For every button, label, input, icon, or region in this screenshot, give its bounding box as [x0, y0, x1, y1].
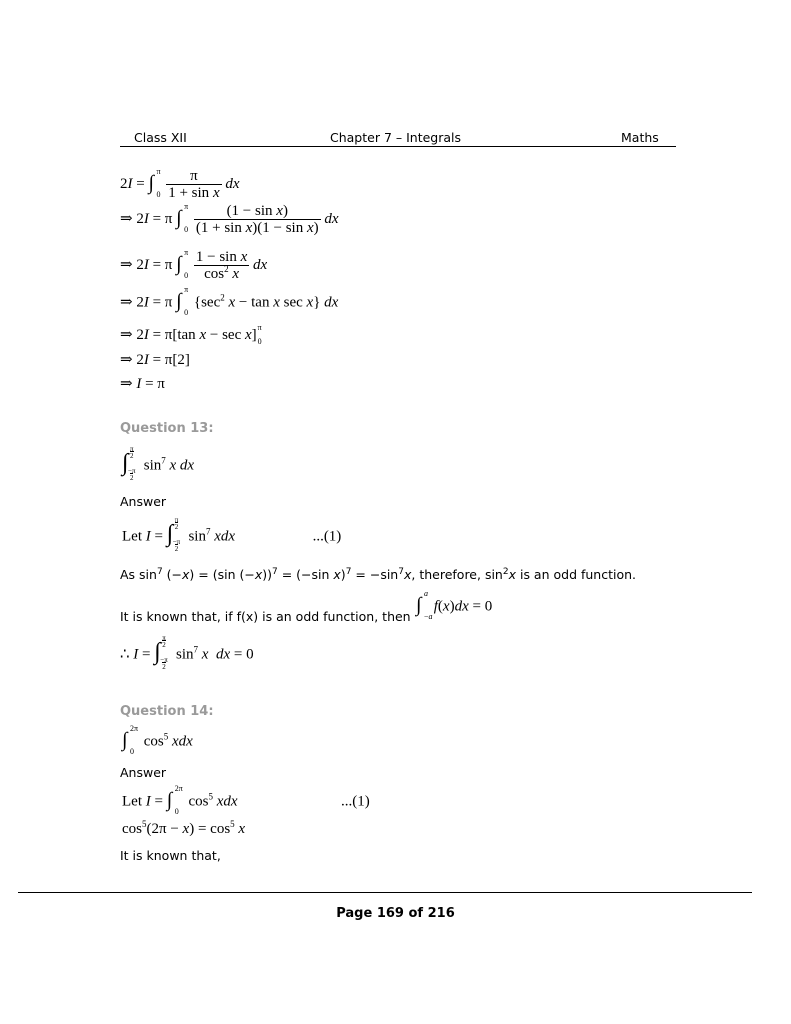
question-14-heading: Question 14:: [120, 704, 214, 719]
question-14-eq-ref: ...(1): [341, 793, 370, 810]
solution-line-2: ⇒ 2I = π ∫ π 0 $\frac{\text{(1 − sin x)}}{\text{(1 + sin x)(1 − sin x)}}$ dx: [120, 201, 339, 236]
question-13-odd-text: As $\sin^7 (-x) = (\sin$ (−x))$^7$ = (−sin $x)^7 = -\sin^7x$, therefore, $\sin^2x$ is an odd function.: [120, 566, 637, 582]
question-14-identity: $\cos^5(2\pi - x) = \cos^5 x$: [122, 819, 246, 837]
page-number: Page 169 of 216: [336, 906, 455, 921]
question-13-eq-ref: ...(1): [312, 528, 342, 545]
question-13-known-text: It is known that, if f(x) is an odd function, then: [120, 609, 411, 624]
question-13-heading: Question 13:: [120, 421, 214, 436]
solution-line-5: ⇒ 2I = π[tan x − sec x] π 0: [120, 322, 262, 346]
question-13-known-formula: ∫ a −a f(x)dx = 0: [416, 589, 493, 621]
header-rule: [120, 146, 676, 147]
header-class: Class XII: [134, 130, 187, 145]
solution-line-6: ⇒ 2I = π[2]: [120, 352, 190, 368]
footer-rule: [18, 892, 752, 893]
header-chapter: Chapter 7 – Integrals: [330, 130, 462, 145]
question-13-conclusion: ∴ I = ∫ π 2 −π 2 $\sin^7 x$ dx = 0: [120, 634, 254, 671]
question-14-known-text: It is known that,: [120, 848, 221, 863]
solution-line-3: ⇒ 2I = π ∫ π 0 $\frac{\text{1 − sin x}}{\cos^2 x}$ dx: [120, 247, 268, 282]
solution-line-4: ⇒ 2I = π ∫ π 0 {$\sec^2$ x − tan x sec x} dx: [120, 285, 339, 317]
question-14-answer-label: Answer: [120, 765, 167, 780]
solution-line-7: ⇒ I = π: [120, 376, 165, 392]
question-13-answer-label: Answer: [120, 494, 167, 509]
solution-line-1: 2I = ∫ π 0 $\frac{\pi}{\text{1 + sin x}}$ dx: [120, 166, 240, 201]
header-subject: Maths: [621, 130, 659, 145]
question-13-let: Let I = ∫ π 2 −π 2 $\sin^7$ xdx ...(1): [122, 516, 342, 553]
question-14-integral: ∫ 2π 0 $\cos^5$ xdx: [122, 724, 193, 756]
question-13-integral: ∫ π 2 −π 2 $\sin^7 x$ dx: [122, 445, 195, 482]
question-14-let: Let I = ∫ 2π 0 $\cos^5$ xdx ...(1): [122, 784, 370, 816]
